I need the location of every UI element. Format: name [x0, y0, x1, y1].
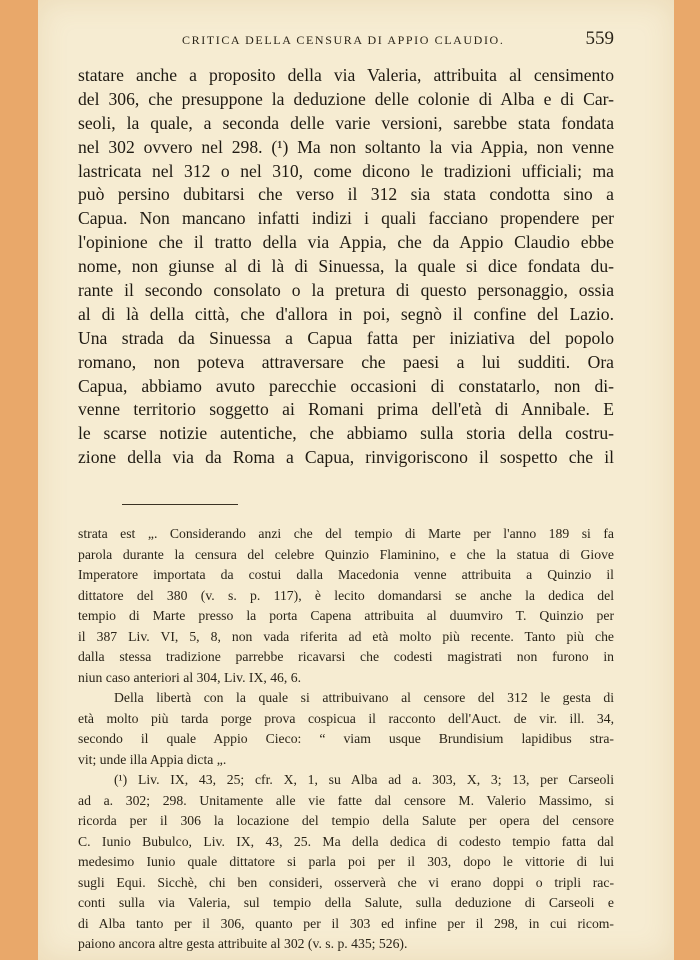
- footnote-paragraph-1: [78, 524, 614, 688]
- body-line: al di là della città, che d'allora in poi, segnò il confine del Lazio.: [78, 303, 614, 324]
- body-line: nome, non giunse al di là di Sinuessa, la quale si dice fondata du-: [78, 256, 614, 277]
- footnote-paragraph-2: [78, 688, 614, 770]
- running-title: CRITICA DELLA CENSURA DI APPIO CLAUDIO.: [182, 33, 505, 47]
- footnote-line: età molto più tarda porge prova cospicua il racconto dell'Auct. de vir. ill. 34,: [78, 710, 614, 726]
- footnote-line: strata est „. Considerando anzi che del tempio di Marte per l'anno 189 si fa: [78, 526, 614, 541]
- body-line: seoli, la quale, a seconda delle varie versioni, sarebbe stata fondata: [78, 112, 614, 133]
- footnote-line: niun caso anteriori al 304, Liv. IX, 46, 6.: [78, 669, 302, 685]
- footnote-line: parola durante la censura del celebre Quinzio Flaminino, e che la statua di Giove: [78, 546, 614, 562]
- body-line: Capua, abbiamo avuto parecchie occasioni di constatarlo, non di-: [78, 375, 614, 396]
- footnote-line: di Alba tanto per il 306, quanto per il 303 ed infine per il 298, in cui ricom-: [78, 915, 614, 931]
- body-line: può persino dubitarsi che verso il 312 sia stata condotta sino a: [78, 184, 614, 205]
- body-line: le scarse notizie autentiche, che abbiamo sulla storia della costru-: [78, 423, 614, 444]
- body-line: nel 302 ovvero nel 298. (¹) Ma non soltanto la via Appia, non venne: [78, 136, 614, 157]
- footnote-line: paiono ancora altre gesta attribuite al 302 (v. s. p. 435; 526).: [78, 936, 408, 951]
- footnote-line: medesimo Iunio quale dittatore si parla poi per il 303, dopo le vittorie di lui: [78, 854, 614, 869]
- footnote-line: il 387 Liv. VI, 5, 8, non vada riferita ad età molto più recente. Tanto più che: [78, 628, 614, 644]
- body-line: Una strada da Sinuessa a Capua fatta per iniziativa del popolo: [78, 327, 614, 348]
- body-line: Capua. Non mancano infatti indizi i quali facciano propendere per: [78, 208, 614, 229]
- body-line: venne territorio soggetto ai Romani prima dell'età di Annibale. E: [78, 399, 614, 420]
- body-line: statare anche a proposito della via Valeria, attribuita al censimento: [78, 65, 614, 85]
- footnote-separator: [122, 504, 238, 505]
- footnotes: [78, 524, 614, 955]
- footnote-line: dittatore del 380 (v. s. p. 117), è lecito domandarsi se anche la dedica del: [78, 587, 614, 603]
- page-number: 559: [585, 28, 614, 49]
- footnote-line: sugli Equi. Sicchè, chi ben consideri, osserverà che vi erano doppi o tripli rac-: [78, 874, 614, 890]
- footnote-line: tempio di Marte presso la porta Capena attribuita al duumviro T. Quinzio per: [78, 608, 614, 623]
- body-line: del 306, che presuppone la deduzione delle colonie di Alba e di Car-: [78, 88, 614, 109]
- page-header: [38, 0, 674, 56]
- main-text: [78, 64, 614, 470]
- footnote-line: conti sulla via Valeria, sul tempio della Salute, sulla deduzione di Carseoli e: [78, 895, 614, 910]
- footnote-line: ad a. 302; 298. Unitamente alle vie fatte dal censore M. Valerio Massimo, si: [78, 792, 614, 808]
- body-line: lastricata nel 312 o nel 310, come dicono le tradizioni ufficiali; ma: [78, 160, 614, 181]
- body-line: l'opinione che il tratto della via Appia, che da Appio Claudio ebbe: [78, 232, 614, 253]
- footnote-line: vit; unde illa Appia dicta „.: [78, 751, 227, 767]
- footnote-line: C. Iunio Bubulco, Liv. IX, 43, 25. Ma della dedica di codesto tempio fatta dal: [78, 833, 614, 849]
- footnote-line: (¹) Liv. IX, 43, 25; cfr. X, 1, su Alba ad a. 303, X, 3; 13, per Carseoli: [114, 772, 614, 787]
- footnote-line: ricorda per il 306 la locazione del tempio della Salute per opera del censore: [78, 813, 614, 828]
- body-line: zione della via da Roma a Capua, rinvigoriscono il sospetto che il: [78, 447, 614, 468]
- footnote-line: dalla stessa tradizione parrebbe ricavarsi che codesti magistrati non furono in: [78, 649, 614, 664]
- footnote-line: Imperatore importata da costui dalla Macedonia venne attribuita a Quinzio il: [78, 567, 614, 582]
- book-page: [38, 0, 674, 960]
- body-line: rante il secondo consolato o la pretura di questo personaggio, ossia: [78, 280, 614, 301]
- footnote-line: Della libertà con la quale si attribuivano al censore del 312 le gesta di: [114, 690, 614, 705]
- body-line: romano, non poteva attraversare che paesi a lui sudditi. Ora: [78, 351, 614, 372]
- footnote-line: secondo il quale Appio Cieco: “ viam usque Brundisium lapidibus stra-: [78, 731, 614, 746]
- footnote-paragraph-3: [78, 770, 614, 955]
